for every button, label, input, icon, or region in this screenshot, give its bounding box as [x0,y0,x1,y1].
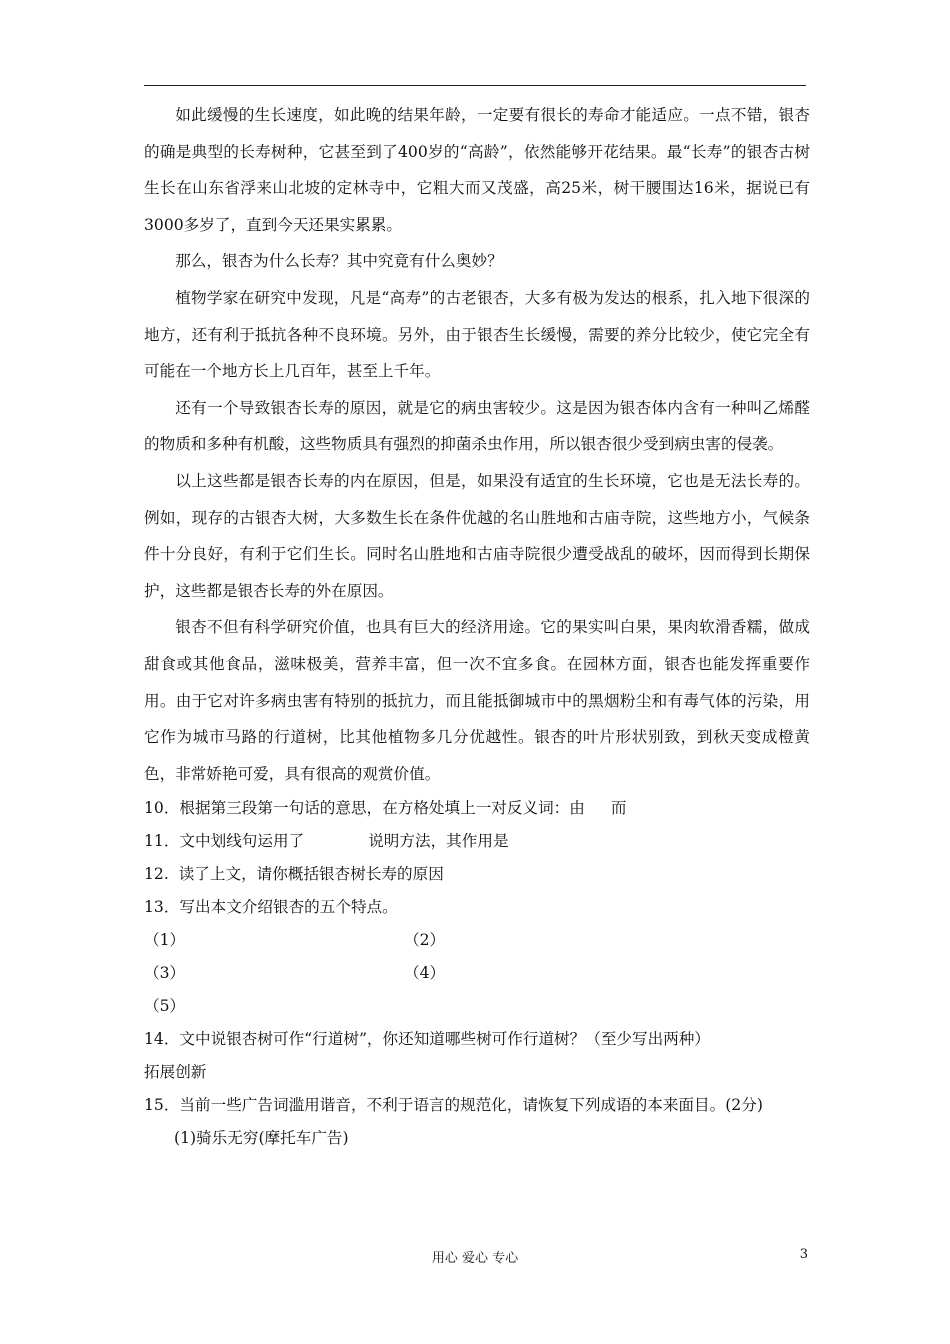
question-11-text: 11．文中划线句运用了 [144,832,305,851]
question-14: 14．文中说银杏树可作“行道树”，你还知道哪些树可作行道树？（至少写出两种） [144,1030,710,1049]
header-rule [144,85,806,86]
question-10-text: 10．根据第三段第一句话的意思，在方格处填上一对反义词：由 [144,799,585,818]
question-13-item-3: （3） [144,964,186,983]
question-10 [144,792,810,825]
paragraph-question: 那么，银杏为什么长寿？其中究竟有什么奥妙？ [175,252,503,271]
question-15-item-1: (1)骑乐无穷(摩托车广告) [174,1129,349,1148]
paragraph-longevity: 如此缓慢的生长速度，如此晚的结果年龄，一定要有很长的寿命才能适应。一点不错，银杏的确是典型的长寿树种，它甚至到了400岁的“高龄”，依然能够开花结果。最“长寿”的银杏古树生长在山东省浮来山北坡的定林寺中，它粗大而又茂盛，高25米，树干腰围达16米，据说已有3000多岁了，直到今天还果实累累。 [144,106,810,234]
question-13-item-1: （1） [144,931,186,950]
paragraph-environment: 以上这些都是银杏长寿的内在原因，但是，如果没有适宜的生长环境，它也是无法长寿的。例如，现存的古银杏大树，大多数生长在条件优越的名山胜地和古庙寺院，这些地方小，气候条件十分良好，有利于它们生长。同时名山胜地和古庙寺院很少遭受战乱的破坏，因而得到长期保护，这些都是银杏长寿的外在原因。 [144,471,810,600]
question-15: 15．当前一些广告词滥用谐音，不利于语言的规范化，请恢复下列成语的本来面目。(2分) [144,1096,763,1115]
question-11-tail: 说明方法，其作用是 [368,832,509,851]
question-11 [144,825,810,858]
footer-motto: 用心 爱心 专心 [431,1251,519,1266]
question-13-row-2 [144,957,810,990]
question-13-item-4: （4） [404,964,446,983]
document-body [144,97,810,1155]
section-title: 拓展创新 [144,1063,207,1082]
paragraph-roots: 植物学家在研究中发现，凡是“高寿”的古老银杏，大多有极为发达的根系，扎入地下很深的地方，还有利于抵抗各种不良环境。另外，由于银杏生长缓慢，需要的养分比较少，使它完全有可能在一个地方长上几百年，甚至上千年。 [144,288,810,381]
question-13-item-5: （5） [144,997,186,1016]
question-13: 13．写出本文介绍银杏的五个特点。 [144,898,398,917]
question-13-row-3 [144,990,810,1023]
question-13-item-2: （2） [404,931,446,950]
question-12: 12. 读了上文，请你概括银杏树长寿的原因 [144,865,444,884]
question-13-row-1 [144,924,810,957]
question-10-tail: 而 [610,799,627,818]
paragraph-value: 银杏不但有科学研究价值，也具有巨大的经济用途。它的果实叫白果，果肉软滑香糯，做成甜食或其他食品，滋味极美，营养丰富，但一次不宜多食。在园林方面，银杏也能发挥重要作用。由于它对许多病虫害有特别的抵抗力，而且能抵御城市中的黑烟粉尘和有毒气体的污染，用它作为城市马路的行道树，比其他植物多几分优越性。银杏的叶片形状别致，到秋天变成橙黄色，非常娇艳可爱，具有很高的观赏价值。 [144,618,810,783]
page-number: 3 [799,1247,808,1262]
paragraph-pests: 还有一个导致银杏长寿的原因，就是它的病虫害较少。这是因为银杏体内含有一种叫乙烯醛的物质和多种有机酸，这些物质具有强烈的抑菌杀虫作用，所以银杏很少受到病虫害的侵袭。 [144,398,810,454]
